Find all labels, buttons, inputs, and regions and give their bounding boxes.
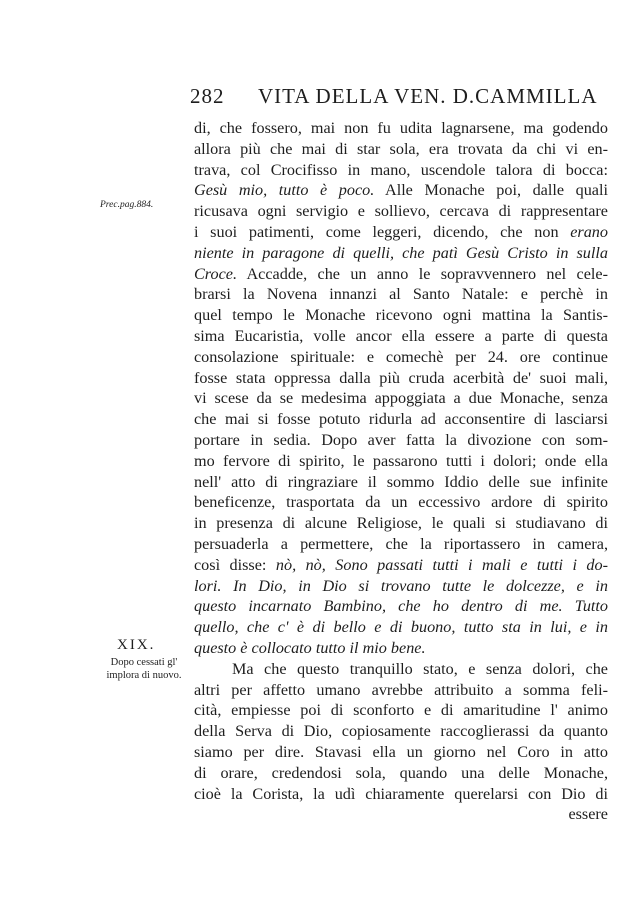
- text-line: [194, 264, 608, 285]
- text-line: nell' atto di ringraziare il sommo Iddio delle sue infinite: [194, 472, 608, 491]
- italic-quote: erano: [558, 222, 608, 241]
- text-span: Accadde, che un anno le sopravvennero nel cele-: [237, 264, 608, 283]
- text-line: fosse stata oppressa dalla più cruda acerbità de' suoi mali,: [194, 368, 608, 387]
- text-line: Ma che questo tranquillo stato, e senza dolori, che: [232, 659, 608, 678]
- text-line: della Serva di Dio, copiosamente raccoglierassi da quanto: [194, 722, 608, 741]
- text-line: in presenza di alcune Religiose, le quali si studiavano di: [194, 514, 608, 533]
- text-line: lori. In Dio, in Dio si trovano tutte le dolcezze, e in: [194, 576, 608, 595]
- text-line: mo fervore di spirito, le passarono tutti i dolori; onde ella: [194, 451, 608, 470]
- section-numeral: XIX.: [117, 637, 156, 653]
- text-line: vi scese da se medesima appoggiata a due Monache, senza: [194, 389, 608, 408]
- text-span: Alle Monache poi, dalle quali: [374, 181, 608, 200]
- text-line: [194, 222, 608, 243]
- text-line: sima Eucaristia, volle ancor ella essere a parte di questa: [194, 326, 608, 345]
- text-line: persuaderla a permettere, che la riportassero in camera,: [194, 534, 608, 553]
- page-number: 282: [190, 84, 225, 108]
- text-line: niente in paragone di quelli, che patì Gesù Cristo in sulla: [194, 243, 608, 262]
- text-line: questo incarnato Bambino, che ho dentro di me. Tutto: [194, 597, 608, 616]
- text-line: beneficenze, trasportata da un eccessivo ardore di spirito: [194, 493, 608, 512]
- text-line: brarsi la Novena innanzi al Santo Natale: e perchè in: [194, 285, 608, 304]
- italic-quote: Gesù mio, tutto è poco.: [194, 181, 375, 200]
- text-line: [194, 180, 608, 201]
- text-line: altri per affetto umano avrebbe attribuito a somma feli-: [194, 680, 608, 699]
- section-summary-line-2: implora di nuovo.: [106, 670, 182, 681]
- body-text: [194, 118, 608, 825]
- text-line: portare in sedia. Dopo aver fatta la divozione con som-: [194, 430, 608, 449]
- text-span: così disse:: [194, 555, 267, 574]
- catchword: essere: [568, 805, 608, 824]
- italic-quote: nò, nò, Sono passati tutti i mali e tutti i do-: [266, 555, 608, 574]
- text-line: quel tempo le Monache ricevono ogni mattina la Santis-: [194, 306, 608, 325]
- section-summary-line-1: Dopo cessati gl': [110, 657, 178, 668]
- text-line: di, che fossero, mai non fu udita lagnarsene, ma godendo: [194, 119, 608, 137]
- italic-quote: Croce.: [194, 264, 238, 283]
- text-line: quello, che c' è di bello e di buono, tutto sta in lui, e in: [194, 618, 608, 637]
- margin-cross-reference: Prec.pag.884.: [100, 200, 154, 210]
- text-line: di orare, credendosi sola, quando una delle Monache,: [194, 763, 608, 782]
- text-line: questo è collocato tutto il mio bene.: [194, 638, 426, 657]
- running-header: [190, 84, 610, 112]
- running-title: VITA DELLA VEN. D.CAMMILLA: [258, 84, 598, 108]
- text-line: trava, col Crocifisso in mano, uscendole talora di bocca:: [194, 160, 608, 179]
- text-line: siamo per dire. Stavasi ella un giorno nel Coro in atto: [194, 742, 608, 761]
- text-line: consolazione spirituale: e comechè per 24. ore continue: [194, 347, 608, 366]
- text-line: [194, 555, 608, 576]
- text-line: che mai si fosse potuto ridurla ad acconsentire di lasciarsi: [194, 410, 608, 429]
- text-span: i suoi patimenti, come leggeri, dicendo, che non: [194, 222, 559, 241]
- text-line: allora più che mai di star sola, era trovata da chi vi en-: [194, 139, 608, 158]
- text-line: cità, empiesse poi di sconforto e di amaritudine l' animo: [194, 701, 608, 720]
- text-line: ricusava ogni servigio e sollievo, cercava di rappresentare: [194, 202, 608, 221]
- text-line: cioè la Corista, la udì chiaramente querelarsi con Dio di: [194, 784, 608, 803]
